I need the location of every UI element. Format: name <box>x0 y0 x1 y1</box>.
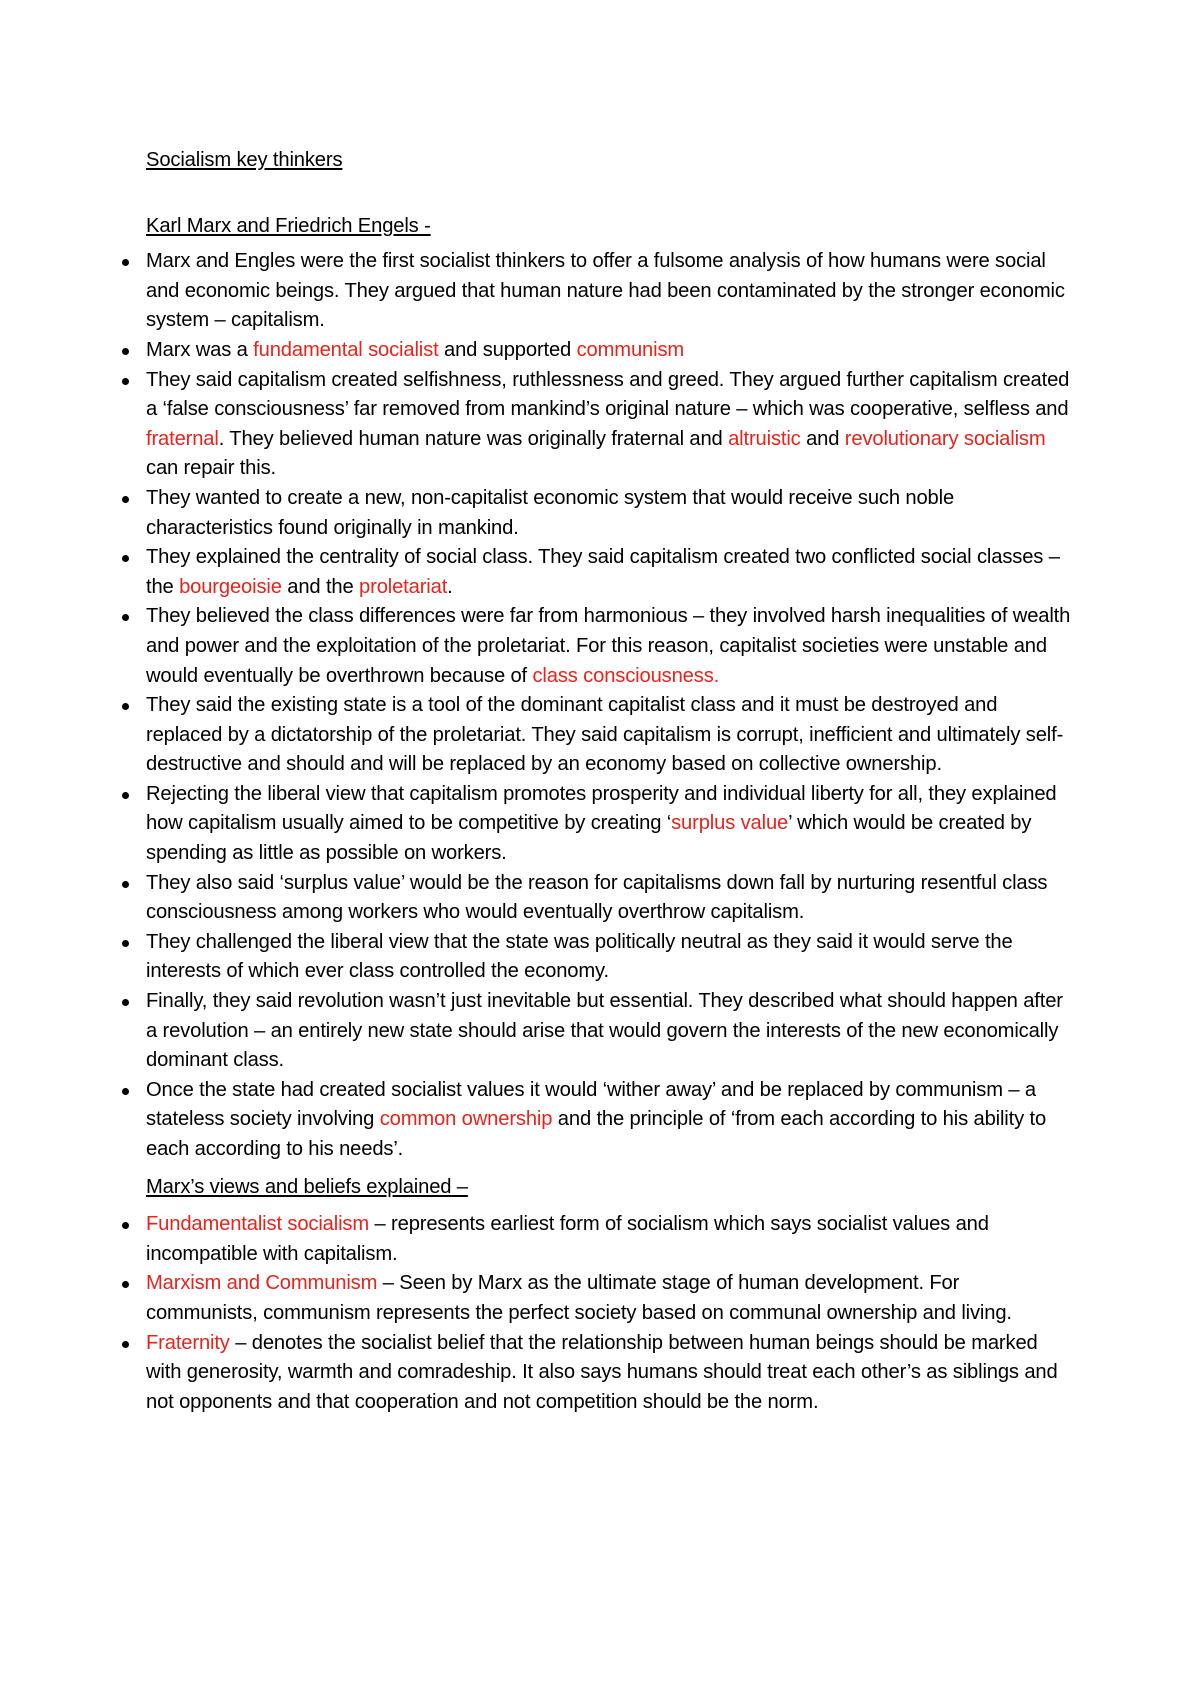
bullet-text: – Seen by Marx as the ultimate stage of human development. For communists, communism represents the perfect society based on communal ownership and living. <box>146 1272 1012 1324</box>
bullet-dot-icon <box>122 614 129 621</box>
bullet-text: can repair this. <box>146 457 277 480</box>
bullet-text: ’ which would be created by spending as little as possible on workers. <box>146 812 1032 865</box>
list-item <box>146 247 1076 336</box>
bullet-text: They said capitalism created selfishness, ruthlessness and greed. They argued further capitalism created a ‘false consciousness’ far removed from mankind’s original nature – which was cooperative, selfless and <box>146 368 1070 421</box>
bullet-text: Finally, they said revolution wasn’t just inevitable but essential. They described what should happen after a revolution – an entirely new state should arise that would govern the interests of the new economically dominant class. <box>146 990 1063 1072</box>
highlighted-term: proletariat <box>359 575 448 598</box>
bullet-text: They said the existing state is a tool of the dominant capitalist class and it must be destroyed and replaced by a dictatorship of the proletariat. They said capitalism is corrupt, inefficient and ultimately self-destructive and should and will be replaced by an economy based on collective ownership. <box>146 694 1064 776</box>
highlighted-term: revolutionary socialism <box>844 427 1046 450</box>
bullet-text: Rejecting the liberal view that capitalism promotes prosperity and individual liberty for all, they explained how capitalism usually aimed to be competitive by creating ‘ <box>146 782 1057 835</box>
bullet-text: Once the state had created socialist values it would ‘wither away’ and be replaced by communism – a stateless society involving <box>146 1078 1036 1131</box>
bullet-list-marx-engels <box>146 247 1076 1164</box>
bullet-text: – represents earliest form of socialism which says socialist values and incompatible with capitalism. <box>146 1213 989 1265</box>
bullet-text: They challenged the liberal view that the state was politically neutral as they said it would serve the interests of which ever class controlled the economy. <box>146 930 1013 983</box>
highlighted-term: fraternal <box>146 427 219 450</box>
bullet-text: They believed the class differences were far from harmonious – they involved harsh inequalities of wealth and power and the exploitation of the proletariat. For this reason, capitalist societies were unstable and would eventually be overthrown because of <box>146 605 1071 687</box>
list-item <box>146 987 1076 1076</box>
bullet-dot-icon <box>122 378 129 385</box>
section-heading-marx-views: Marx’s views and beliefs explained – <box>146 1175 468 1198</box>
highlighted-term: common ownership <box>379 1108 553 1131</box>
bullet-text: Marx was a <box>146 338 254 361</box>
bullet-text: . <box>447 575 453 598</box>
list-item <box>146 1269 1076 1328</box>
section-heading-marx-engels: Karl Marx and Friedrich Engels - <box>146 214 431 237</box>
list-item <box>146 869 1076 928</box>
bullet-dot-icon <box>122 496 129 503</box>
page-title: Socialism key thinkers <box>146 149 343 171</box>
bullet-text: and the <box>281 575 360 598</box>
bullet-text: Marx and Engles were the first socialist thinkers to offer a fulsome analysis of how humans were social and economic beings. They argued that human nature had been contaminated by the stronger economic system – capitalism. <box>146 250 1065 332</box>
list-item <box>146 366 1076 484</box>
bullet-dot-icon <box>122 940 129 947</box>
highlighted-term: altruistic <box>728 427 801 450</box>
bullet-text: They explained the centrality of social class. They said capitalism created two conflicted social classes – the <box>146 546 1060 598</box>
bullet-text: – denotes the socialist belief that the relationship between human beings should be marked with generosity, warmth and comradeship. It also says humans should treat each other’s as siblings and not opponents and that cooperation and not competition should be the norm. <box>146 1331 1058 1413</box>
bullet-list-marx-views <box>146 1210 1076 1417</box>
list-item <box>146 1210 1076 1269</box>
highlighted-term: fundamental socialist <box>253 338 439 361</box>
highlighted-term: communism <box>576 338 685 361</box>
list-item <box>146 1329 1076 1418</box>
list-item <box>146 928 1076 987</box>
bullet-text: They also said ‘surplus value’ would be the reason for capitalisms down fall by nurturing resentful class consciousness among workers who would eventually overthrow capitalism. <box>146 871 1048 924</box>
highlighted-term: Marxism and Communism <box>146 1272 378 1295</box>
bullet-dot-icon <box>122 555 129 562</box>
bullet-dot-icon <box>122 348 129 355</box>
highlighted-term: Fundamentalist socialism <box>146 1213 370 1236</box>
bullet-dot-icon <box>122 259 129 266</box>
list-item <box>146 780 1076 869</box>
list-item <box>146 484 1076 543</box>
bullet-dot-icon <box>122 792 129 799</box>
highlighted-term: surplus value <box>671 812 789 835</box>
bullet-text: . They believed human nature was originally fraternal and <box>218 427 729 450</box>
highlighted-term: bourgeoisie <box>179 575 282 598</box>
list-item <box>146 602 1076 691</box>
bullet-dot-icon <box>122 999 129 1006</box>
list-item <box>146 1076 1076 1165</box>
highlighted-term: Fraternity <box>146 1331 230 1354</box>
bullet-dot-icon <box>122 1088 129 1095</box>
bullet-text: They wanted to create a new, non-capitalist economic system that would receive such noble characteristics found originally in mankind. <box>146 486 955 539</box>
bullet-dot-icon <box>122 881 129 888</box>
bullet-dot-icon <box>122 703 129 710</box>
bullet-dot-icon <box>122 1281 129 1288</box>
highlighted-term: class consciousness. <box>532 664 720 687</box>
bullet-text: and the principle of ‘from each according to his ability to each according to his needs’. <box>146 1108 1047 1160</box>
bullet-text: and supported <box>438 338 577 361</box>
document-body <box>146 146 1076 1417</box>
list-item <box>146 691 1076 780</box>
bullet-text: and <box>800 427 845 450</box>
list-item <box>146 543 1076 602</box>
bullet-dot-icon <box>122 1341 129 1348</box>
list-item <box>146 336 1076 366</box>
bullet-dot-icon <box>122 1222 129 1229</box>
